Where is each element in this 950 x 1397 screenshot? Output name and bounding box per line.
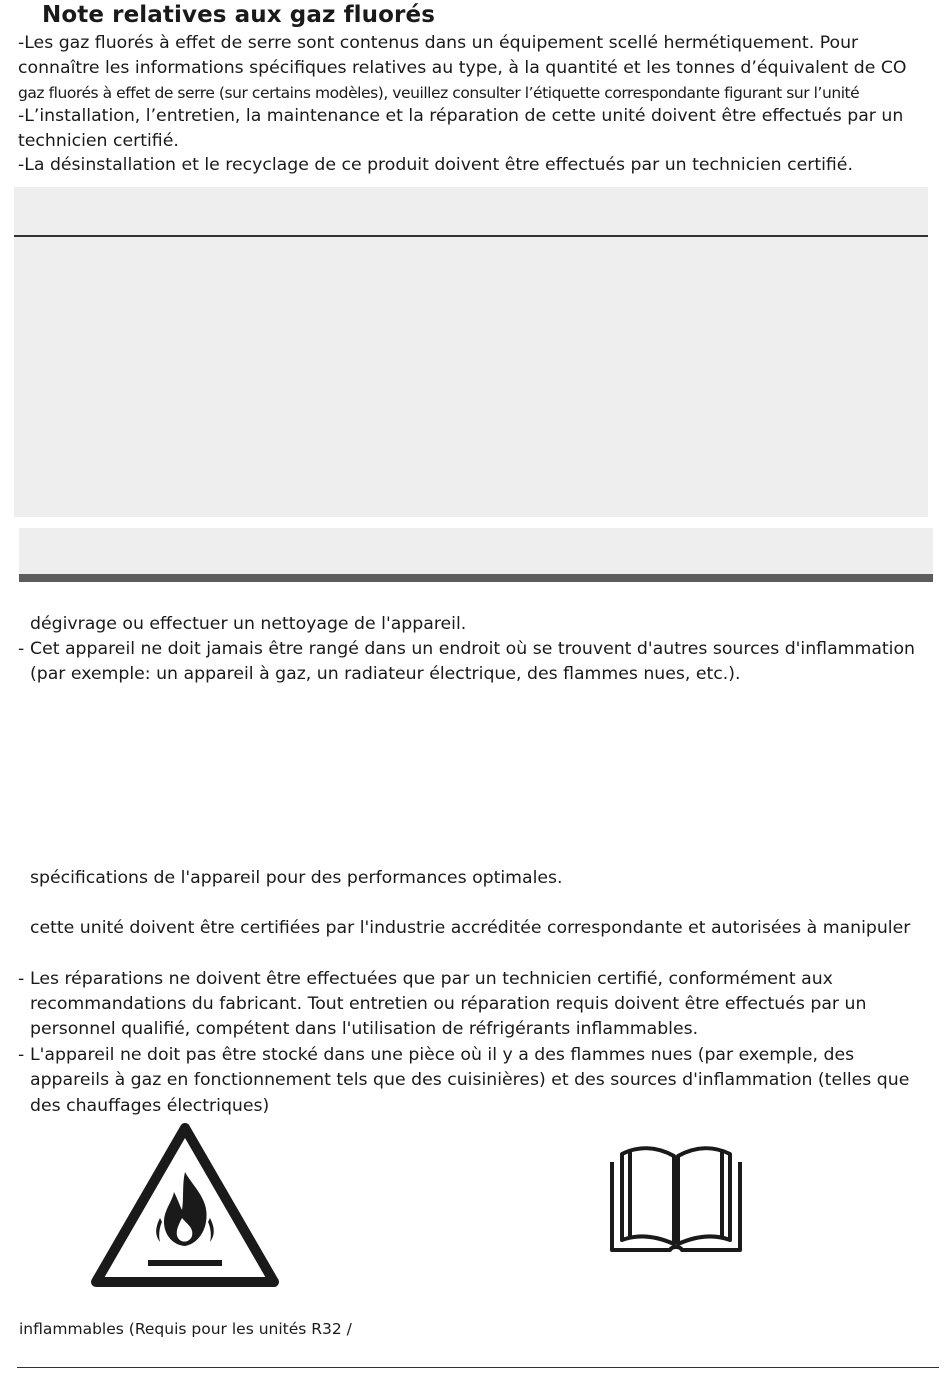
body-line: appareils à gaz en fonctionnement tels que des cuisinières) et des sources d'inflammation (telles que — [30, 1070, 910, 1090]
flammable-warning-icon — [90, 1122, 280, 1290]
paragraph-line: gaz fluorés à effet de serre (sur certains modèles), veuillez consulter l’étiquette correspondante figurant sur l’unité — [18, 84, 860, 102]
section-header-rule — [19, 574, 933, 582]
body-line: recommandations du fabricant. Tout entretien ou réparation requis doivent être effectués par un — [30, 994, 867, 1014]
section-title: Note relatives aux gaz fluorés — [42, 2, 435, 28]
section-header-bar — [19, 528, 933, 574]
body-line: Cet appareil ne doit jamais être rangé dans un endroit où se trouvent d'autres sources d'inflammation — [30, 639, 916, 659]
panel-divider — [14, 235, 928, 237]
footer-caption: inflammables (Requis pour les unités R32 / — [19, 1320, 352, 1338]
body-line: personnel qualifié, compétent dans l'utilisation de réfrigérants inflammables. — [30, 1019, 699, 1039]
read-manual-icon — [606, 1140, 746, 1255]
body-line: dégivrage ou effectuer un nettoyage de l'appareil. — [30, 614, 467, 634]
paragraph-line: -La désinstallation et le recyclage de ce produit doivent être effectués par un technicien certifié. — [18, 155, 853, 175]
footer-rule — [17, 1367, 939, 1368]
bullet-dash: - — [18, 969, 25, 989]
paragraph-line: -Les gaz fluorés à effet de serre sont contenus dans un équipement scellé hermétiquement. Pour — [18, 33, 859, 53]
body-line: des chauffages électriques) — [30, 1096, 270, 1116]
body-line: spécifications de l'appareil pour des performances optimales. — [30, 868, 563, 888]
paragraph-line: technicien certifié. — [18, 131, 179, 151]
body-line: Les réparations ne doivent être effectuées que par un technicien certifié, conformément aux — [30, 969, 833, 989]
body-line: L'appareil ne doit pas être stocké dans une pièce où il y a des flammes nues (par exemple, des — [30, 1045, 855, 1065]
paragraph-line: -L’installation, l’entretien, la maintenance et la réparation de cette unité doivent être effectués par un — [18, 106, 904, 126]
body-line: cette unité doivent être certifiées par l'industrie accréditée correspondante et autorisées à manipuler — [30, 918, 911, 938]
bullet-dash: - — [18, 639, 25, 659]
body-line: (par exemple: un appareil à gaz, un radiateur électrique, des flammes nues, etc.). — [30, 664, 741, 684]
blank-panel — [14, 187, 928, 517]
paragraph-line: connaître les informations spécifiques relatives au type, à la quantité et les tonnes d’équivalent de CO — [18, 58, 907, 78]
bullet-dash: - — [18, 1045, 25, 1065]
